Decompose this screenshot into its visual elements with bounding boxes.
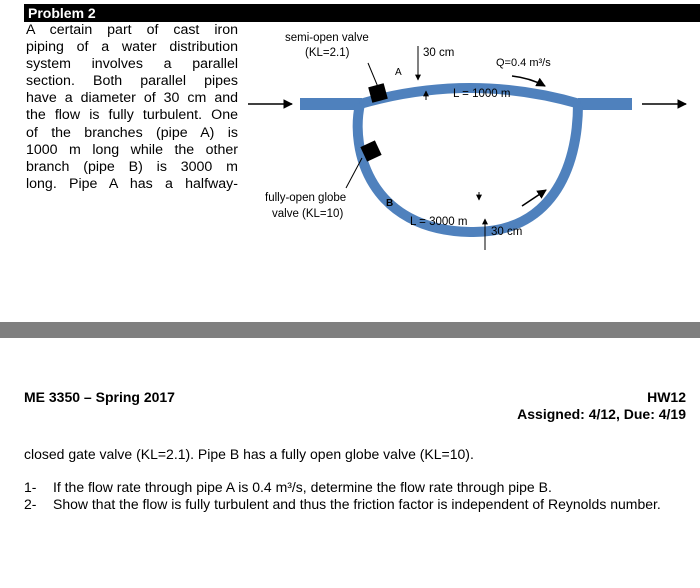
hw-number: HW12 bbox=[647, 389, 686, 405]
question-number: 1- bbox=[24, 479, 37, 495]
diameter-b-label: 30 cm bbox=[491, 226, 523, 238]
globe-valve-k: valve (KL=10) bbox=[272, 208, 344, 220]
problem-line: section. Both parallel pipes bbox=[26, 73, 238, 90]
pipe-a-flow-arrow bbox=[512, 76, 545, 86]
problem-line: branch (pipe B) is 3000 m bbox=[26, 158, 238, 175]
problem-line: have a diameter of 30 cm and bbox=[26, 90, 238, 107]
question-number: 2- bbox=[24, 496, 37, 512]
question-text: If the flow rate through pipe A is 0.4 m³/s, determine the flow rate through pipe B. bbox=[53, 479, 552, 495]
problem-line: A certain part of cast iron bbox=[26, 22, 238, 38]
problem-line: system involves a parallel bbox=[26, 56, 238, 73]
assignment-dates: Assigned: 4/12, Due: 4/19 bbox=[517, 406, 686, 422]
page-divider bbox=[0, 322, 700, 338]
problem-line: 1000 m long while the other bbox=[26, 141, 238, 158]
problem-line: the flow is fully turbulent. One bbox=[26, 107, 238, 124]
flow-rate-label: Q=0.4 m³/s bbox=[496, 57, 551, 69]
problem-continuation: closed gate valve (KL=2.1). Pipe B has a fully open globe valve (KL=10). bbox=[24, 446, 474, 462]
pipe-b bbox=[358, 104, 578, 232]
question-text: Show that the flow is fully turbulent and thus the friction factor is independent of Reynolds number. bbox=[53, 496, 661, 512]
pipe-b-label: B bbox=[386, 198, 394, 209]
globe-valve-label: fully-open globe bbox=[265, 192, 347, 204]
length-b-label: L = 3000 m bbox=[410, 216, 468, 228]
problem-line: long. Pipe A has a halfway- bbox=[26, 175, 238, 192]
pipe-diagram bbox=[0, 20, 700, 280]
semi-open-valve-label: semi-open valve bbox=[285, 32, 369, 44]
pipe-network bbox=[300, 88, 632, 232]
diameter-a-label: 30 cm bbox=[423, 47, 455, 59]
pipe-a-label: A bbox=[395, 67, 402, 78]
semi-open-valve-k: (KL=2.1) bbox=[305, 47, 350, 59]
length-a-label: L = 1000 m bbox=[453, 88, 511, 100]
globe-valve-leader bbox=[346, 158, 362, 188]
problem-line: piping of a water distribution bbox=[26, 39, 238, 56]
problem-title: Problem 2 bbox=[24, 4, 700, 22]
semi-open-valve-leader bbox=[368, 63, 378, 87]
course-title: ME 3350 – Spring 2017 bbox=[24, 389, 175, 405]
problem-line: of the branches (pipe A) is bbox=[26, 124, 238, 141]
